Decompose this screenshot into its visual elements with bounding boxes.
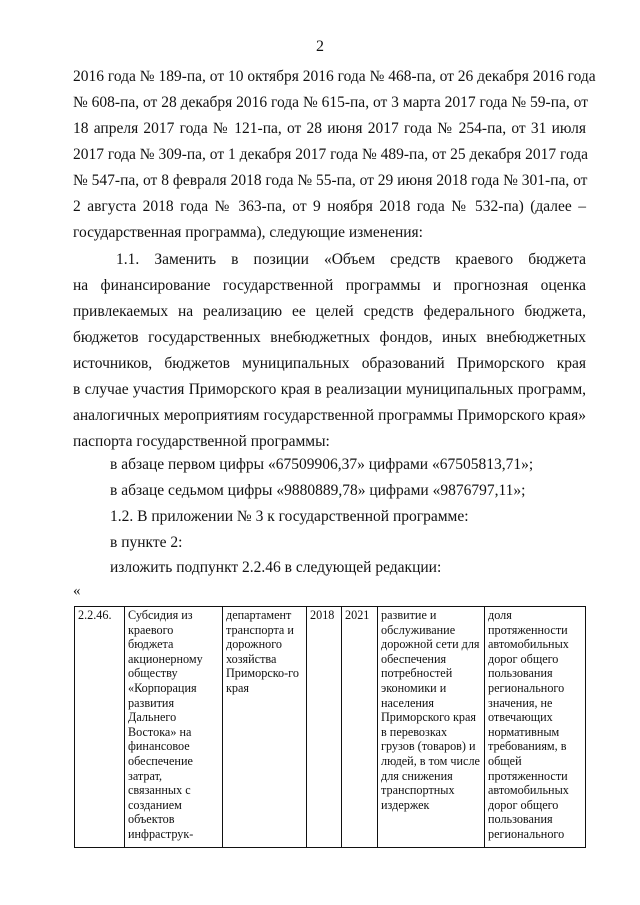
measure-name-cell: [125, 607, 223, 848]
item-1-1-line-2: на финансирование государственной программы и прогнозная оценка: [73, 277, 586, 294]
item-1-1-line-4: бюджетов государственных внебюджетных фондов, иных внебюджетных: [73, 329, 586, 346]
intro-line-1: 2016 года № 189-па, от 10 октября 2016 года № 468-па, от 26 декабря 2016 года: [73, 68, 596, 85]
opening-quote-mark: «: [73, 583, 81, 599]
intro-line-5: № 547-па, от 8 февраля 2018 года № 55-па, от 29 июня 2018 года № 301-па, от: [73, 172, 588, 189]
year-start-cell: [307, 607, 342, 848]
replacement-paragraph-1: в абзаце первом цифры «67509906,37» цифрами «67505813,71»;: [110, 456, 534, 473]
year-start: 2018: [310, 608, 335, 622]
item-1-1-line-7: аналогичных мероприятиям государственной программы Приморского края»: [73, 407, 586, 424]
intro-line-2: № 608-па, от 28 декабря 2016 года № 615-па, от 3 марта 2017 года № 59-па, от: [73, 94, 588, 111]
intro-line-3: 18 апреля 2017 года № 121-па, от 28 июня 2017 года № 254-па, от 31 июля: [73, 120, 586, 137]
executor-cell: [223, 607, 307, 848]
item-1-1-line-6: в случае участия Приморского края в реализации муниципальных программ,: [73, 381, 586, 398]
measure-name: Субсидия из краевого бюджета акционерному обществу «Корпорация развития Дальнего Востока» на финансовое обеспечение затрат, связанных с созданием объектов инфраструк-: [128, 608, 203, 841]
year-end-cell: [342, 607, 378, 848]
intro-line-6: 2 августа 2018 года № 363-па, от 9 ноября 2018 года № 532-па) (далее –: [73, 198, 586, 215]
indicator: доля протяженности автомобильных дорог общего пользования регионального значения, не отвечающих нормативным требованиям, в общей протяженности автомобильных дорог общего пользования регионального: [488, 608, 569, 841]
item-1-1-line-5: источников, бюджетов муниципальных образований Приморского края: [73, 355, 586, 372]
program-table: [74, 606, 586, 848]
item-1-1-line-3: привлекаемых на реализацию ее целей средств федерального бюджета,: [73, 303, 586, 320]
page-number: 2: [316, 38, 324, 55]
item-1-2: 1.2. В приложении № 3 к государственной программе:: [110, 508, 469, 525]
indicator-cell: [485, 607, 586, 848]
intro-line-4: 2017 года № 309-па, от 1 декабря 2017 года № 489-па, от 25 декабря 2017 года: [73, 146, 589, 163]
item-1-1-line-8: паспорта государственной программы:: [73, 433, 330, 450]
expected-result: развитие и обслуживание дорожной сети для обеспечения потребностей экономики и населения Приморского края в перевозках грузов (товаров) и людей, в том числе для снижения транспортных издержек: [381, 608, 480, 812]
row-number-cell: [75, 607, 125, 848]
year-end: 2021: [345, 608, 370, 622]
item-1-1-line-1: 1.1. Заменить в позиции «Объем средств краевого бюджета: [116, 251, 586, 268]
row-number: 2.2.46.: [78, 608, 112, 622]
executor: департамент транспорта и дорожного хозяйства Приморско-го края: [226, 608, 299, 695]
table-row: [75, 607, 586, 848]
result-cell: [378, 607, 485, 848]
point-2: в пункте 2:: [110, 534, 183, 551]
intro-line-7: государственная программа), следующие изменения:: [73, 224, 423, 241]
replacement-paragraph-7: в абзаце седьмом цифры «9880889,78» цифрами «9876797,11»;: [110, 482, 526, 499]
amend-instruction: изложить подпункт 2.2.46 в следующей редакции:: [110, 559, 442, 576]
